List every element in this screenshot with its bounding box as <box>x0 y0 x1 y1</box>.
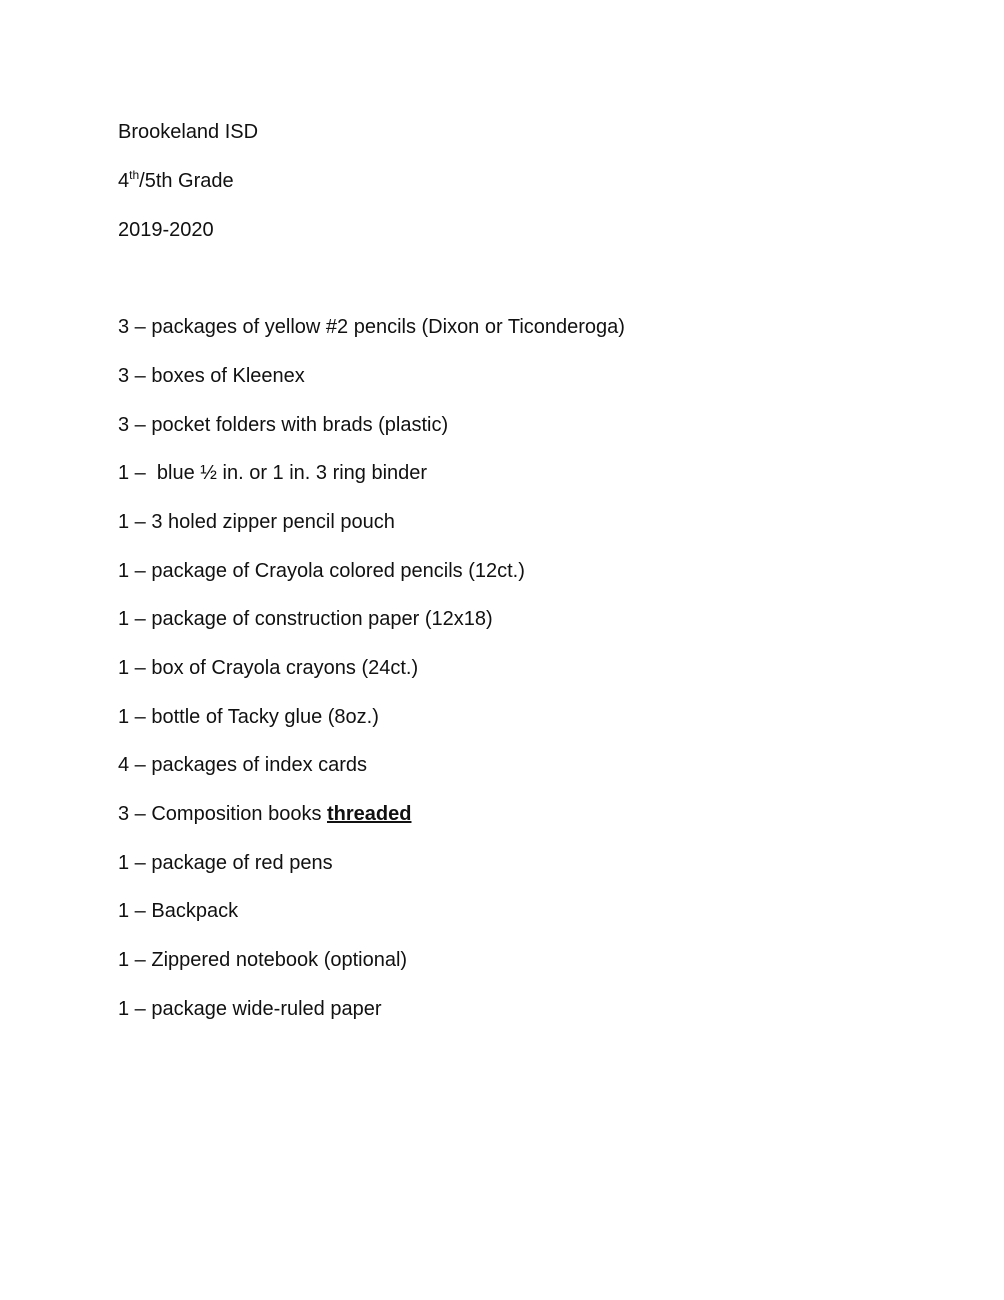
supply-item: 1 – bottle of Tacky glue (8oz.) <box>118 706 379 728</box>
supply-item-emphasis: threaded <box>327 803 412 825</box>
grade-prefix: 4 <box>118 170 130 192</box>
supply-item: 4 – packages of index cards <box>118 754 368 776</box>
school-name: Brookeland ISD <box>118 121 259 143</box>
grade-suffix: /5th Grade <box>139 170 234 192</box>
supply-item: 1 – package of red pens <box>118 852 333 874</box>
supply-item: 1 – package of construction paper (12x18) <box>118 608 493 630</box>
supply-item: 1 – Backpack <box>118 900 239 922</box>
school-year: 2019-2020 <box>118 219 214 241</box>
supply-item <box>118 802 411 826</box>
supply-item: 3 – packages of yellow #2 pencils (Dixon or Ticonderoga) <box>118 316 625 338</box>
grade-level <box>118 169 234 193</box>
supply-item: 1 – package of Crayola colored pencils (12ct.) <box>118 560 525 582</box>
supply-item-text: 3 – Composition books <box>118 803 328 825</box>
supply-item: 1 – blue ½ in. or 1 in. 3 ring binder <box>118 462 428 484</box>
supply-item: 1 – box of Crayola crayons (24ct.) <box>118 657 419 679</box>
supply-item: 1 – package wide-ruled paper <box>118 998 382 1020</box>
supply-item: 1 – Zippered notebook (optional) <box>118 949 408 971</box>
supply-item: 1 – 3 holed zipper pencil pouch <box>118 511 395 533</box>
supply-item: 3 – boxes of Kleenex <box>118 365 305 387</box>
grade-superscript: th <box>129 168 140 182</box>
supply-item: 3 – pocket folders with brads (plastic) <box>118 414 449 436</box>
